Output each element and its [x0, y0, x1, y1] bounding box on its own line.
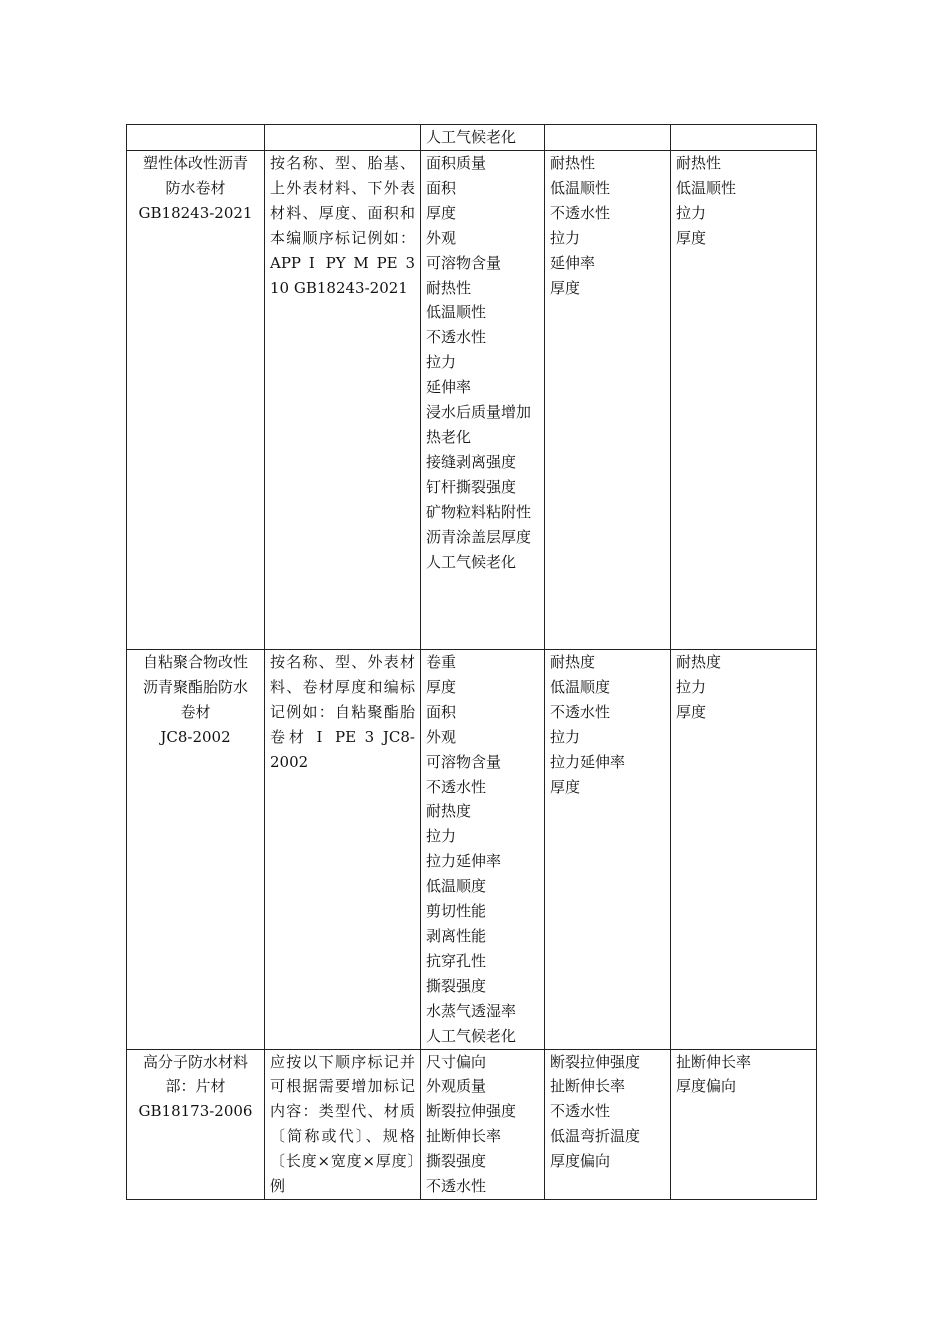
sampling-items-cell	[671, 151, 817, 650]
material-name-line: 防水卷材	[165, 178, 226, 197]
batch-item: 拉力	[550, 727, 581, 746]
standard-code: GB18173-2006	[138, 1102, 253, 1121]
test-item: 低温顺性	[426, 303, 487, 322]
test-item: 撕裂强度	[426, 1152, 487, 1171]
test-item: 矿物粒料粘附性	[426, 502, 532, 521]
test-item: 人工气候老化	[426, 128, 517, 146]
test-items-cell	[421, 151, 545, 650]
batch-item: 厚度	[550, 777, 581, 796]
sampling-item: 耐热度	[676, 653, 722, 671]
material-name-cell	[127, 650, 265, 1050]
sampling-items-cell	[671, 125, 817, 151]
test-item: 浸水后质量增加	[426, 403, 532, 422]
test-item: 撕裂强度	[426, 976, 487, 995]
batch-item: 断裂拉伸强度	[550, 1052, 641, 1071]
test-item: 尺寸偏向	[426, 1052, 487, 1071]
standards-table	[126, 124, 817, 1200]
table-row	[127, 650, 817, 1050]
test-items-cell	[421, 125, 545, 151]
test-items-cell	[421, 650, 545, 1050]
batch-items-cell	[545, 650, 671, 1050]
sampling-item: 厚度偏向	[676, 1077, 737, 1096]
material-name-line: 高分子防水材料	[142, 1052, 248, 1071]
batch-items-cell	[545, 151, 671, 650]
material-name-line: 沥青聚酯胎防水	[142, 677, 248, 696]
material-name-cell	[127, 151, 265, 650]
sampling-items-cell	[671, 650, 817, 1050]
marking-text: 按名称、型、外表材料、卷材厚度和编标记例如：自粘聚酯胎卷材 Ⅰ PE 3 JC8-2002	[270, 653, 415, 771]
batch-item: 扯断伸长率	[550, 1077, 626, 1096]
test-item: 剥离性能	[426, 926, 487, 945]
material-name-cell	[127, 125, 265, 151]
sampling-items-cell	[671, 1049, 817, 1199]
table-row	[127, 125, 817, 151]
test-item: 沥青涂盖层厚度	[426, 527, 532, 546]
test-item: 水蒸气透湿率	[426, 1001, 517, 1020]
test-item: 抗穿孔性	[426, 951, 487, 970]
test-item: 接缝剥离强度	[426, 452, 517, 471]
test-item: 可溶物含量	[426, 752, 502, 771]
test-item: 延伸率	[426, 378, 472, 397]
standard-code: GB18243-2021	[138, 203, 253, 222]
test-item: 耐热性	[426, 278, 472, 297]
test-item: 厚度	[426, 677, 457, 696]
batch-item: 耐热性	[550, 154, 596, 172]
test-item: 扯断伸长率	[426, 1127, 502, 1146]
marking-text: 应按以下顺序标记并可根据需要增加标记内容：类型代、材质〔简称或代〕、规格〔长度×宽度×厚度〕例	[270, 1052, 415, 1196]
test-item: 剪切性能	[426, 902, 487, 921]
sampling-item: 低温顺性	[676, 178, 737, 197]
batch-item: 低温顺度	[550, 677, 611, 696]
test-item: 拉力延伸率	[426, 852, 502, 871]
material-name-line: 卷材	[180, 702, 211, 721]
batch-item: 延伸率	[550, 253, 596, 272]
batch-item: 不透水性	[550, 1102, 611, 1121]
marking-cell	[265, 151, 421, 650]
test-item: 外观质量	[426, 1077, 487, 1096]
material-name-line: 部：片材	[165, 1077, 226, 1096]
test-item: 外观	[426, 228, 457, 247]
table-row	[127, 1049, 817, 1199]
table-row	[127, 151, 817, 650]
batch-item: 不透水性	[550, 702, 611, 721]
batch-items-cell	[545, 125, 671, 151]
test-item: 拉力	[426, 353, 457, 372]
batch-item: 厚度	[550, 278, 581, 297]
test-item: 人工气候老化	[426, 1026, 517, 1045]
test-item: 不透水性	[426, 1177, 487, 1196]
batch-item: 不透水性	[550, 203, 611, 222]
batch-item: 厚度偏向	[550, 1152, 611, 1171]
test-item: 可溶物含量	[426, 253, 502, 272]
batch-item: 低温弯折温度	[550, 1127, 641, 1146]
test-items-cell	[421, 1049, 545, 1199]
batch-item: 低温顺性	[550, 178, 611, 197]
test-item: 拉力	[426, 827, 457, 846]
material-name-cell	[127, 1049, 265, 1199]
test-item: 不透水性	[426, 328, 487, 347]
sampling-item: 拉力	[676, 677, 707, 696]
material-name-line: 自粘聚合物改性	[142, 653, 248, 671]
test-item: 热老化	[426, 427, 472, 446]
test-item: 面积	[426, 178, 457, 197]
batch-item: 拉力	[550, 228, 581, 247]
marking-cell	[265, 125, 421, 151]
material-name-line: 塑性体改性沥青	[142, 154, 248, 172]
test-item: 耐热度	[426, 802, 472, 821]
marking-text: 按名称、型、胎基、上外表材料、下外表材料、厚度、面积和本编顺序标记例如：APP Ⅰ PY M PE 3 10 GB18243-2021	[270, 154, 415, 297]
test-item: 低温顺度	[426, 877, 487, 896]
sampling-item: 扯断伸长率	[676, 1052, 752, 1071]
batch-item: 拉力延伸率	[550, 752, 626, 771]
test-item: 面积	[426, 702, 457, 721]
sampling-item: 耐热性	[676, 154, 722, 172]
marking-cell	[265, 650, 421, 1050]
test-item: 外观	[426, 727, 457, 746]
standard-code: JC8-2002	[160, 727, 231, 746]
sampling-item: 厚度	[676, 702, 707, 721]
batch-item: 耐热度	[550, 653, 596, 671]
marking-cell	[265, 1049, 421, 1199]
sampling-item: 厚度	[676, 228, 707, 247]
test-item: 钉杆撕裂强度	[426, 477, 517, 496]
batch-items-cell	[545, 1049, 671, 1199]
test-item: 不透水性	[426, 777, 487, 796]
test-item: 断裂拉伸强度	[426, 1102, 517, 1121]
test-item: 人工气候老化	[426, 552, 517, 571]
test-item: 卷重	[426, 653, 457, 671]
sampling-item: 拉力	[676, 203, 707, 222]
test-item: 厚度	[426, 203, 457, 222]
test-item: 面积质量	[426, 154, 487, 172]
